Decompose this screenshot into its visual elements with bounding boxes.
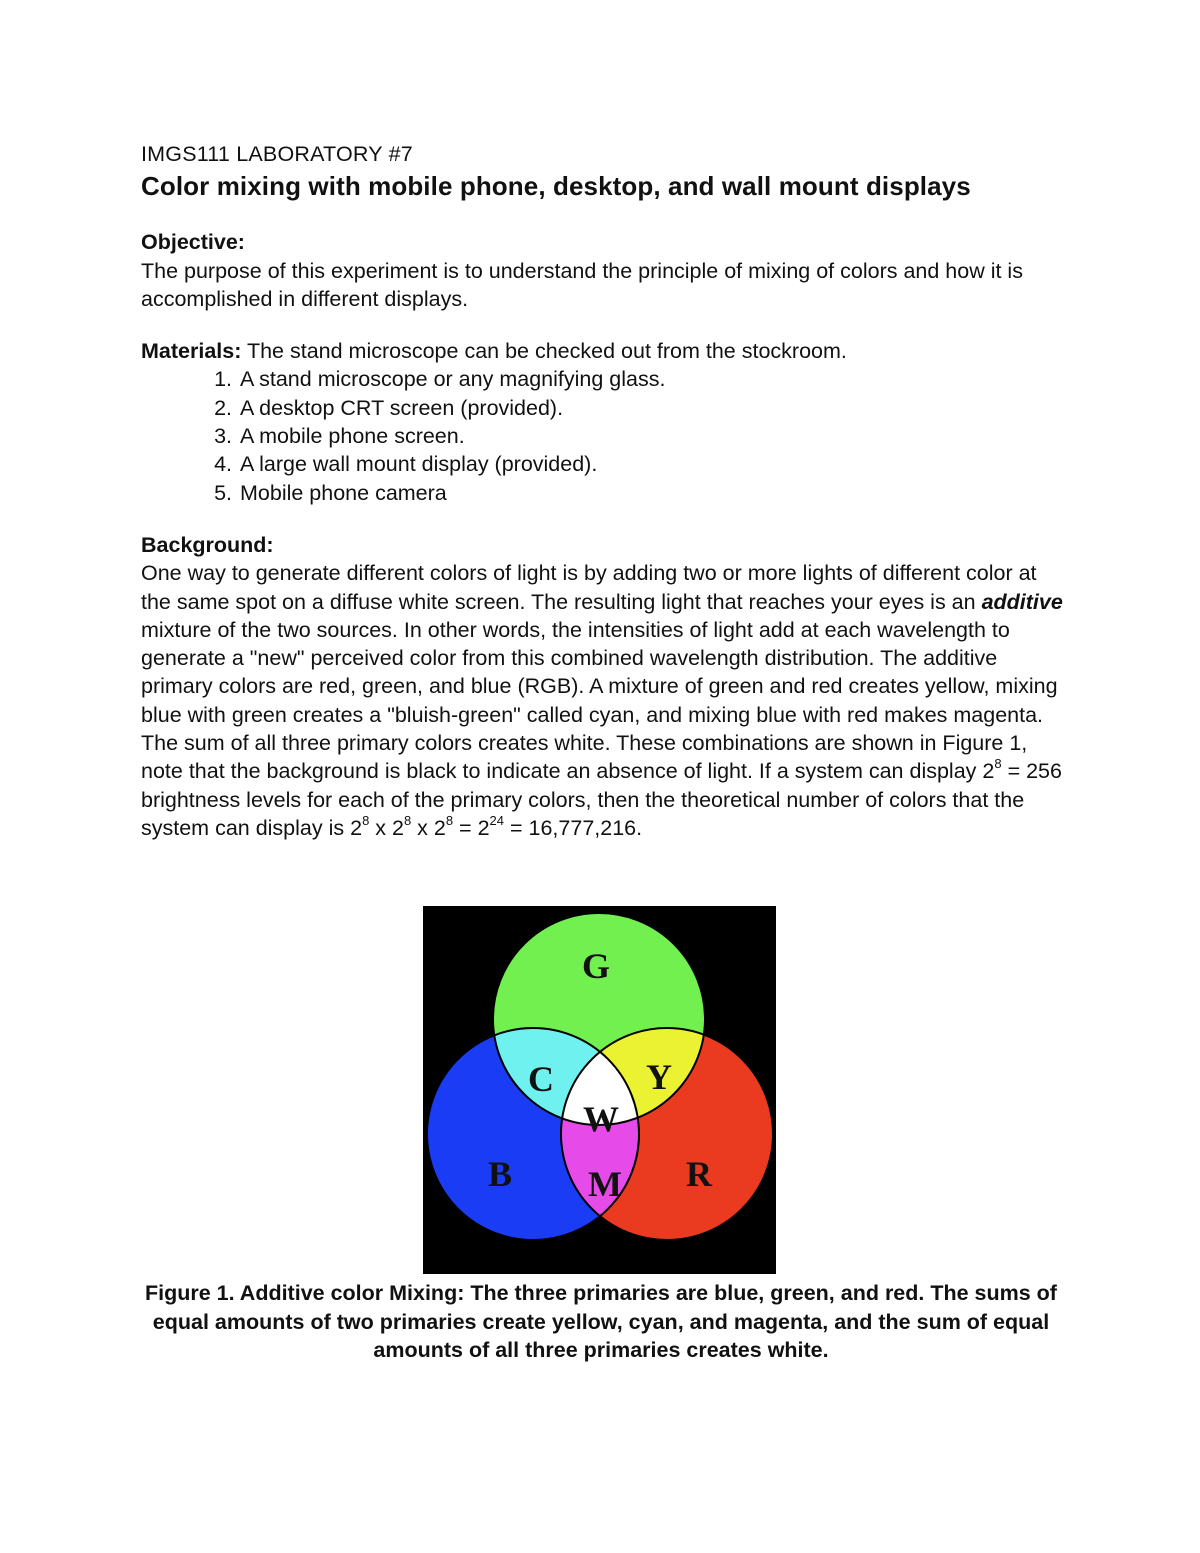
- exponent: 8: [994, 756, 1002, 772]
- exponent: 8: [403, 812, 412, 828]
- materials-intro: [141, 337, 1071, 365]
- list-item: 2. A desktop CRT screen (provided).: [238, 394, 1071, 422]
- figure-caption: Figure 1. Additive color Mixing: The three primaries are blue, green, and red. The sums of equal amounts of two primaries create yellow, cyan, and magenta, and the sum of equal amounts of all three primaries creates white.: [145, 1281, 1057, 1362]
- background-text-part: x 2: [411, 815, 446, 840]
- objective-heading: Objective:: [141, 230, 245, 255]
- background-text-part: = 16,777,216.: [504, 815, 643, 840]
- objective-section: [141, 228, 1071, 313]
- list-item: 1. A stand microscope or any magnifying glass.: [238, 365, 1071, 393]
- materials-intro-text: The stand microscope can be checked out from the stockroom.: [241, 339, 847, 364]
- list-item: 5. Mobile phone camera: [238, 479, 1071, 507]
- background-text-part: One way to generate different colors of light is by adding two or more lights of different color at the same spot on a diffuse white screen. The resulting light that reaches your eyes is an: [141, 561, 1037, 614]
- background-section: [141, 531, 1071, 842]
- label-yellow: Y: [646, 1057, 672, 1097]
- label-green: G: [581, 946, 611, 986]
- background-text-part: mixture of the two sources. In other words, the intensities of light add at each wavelength to generate a "new" perceived color from this combined wavelength distribution. The additive primary colors are red, green, and blue (RGB). A mixture of green and red creates yellow, mixing blue with green creates a "bluish-green" called cyan, and mixing blue with red makes magenta. The sum of all three primary colors creates white. These combinations are shown in Figure 1, note that the background is black to indicate an absence of light. If a system can display 2: [141, 617, 1058, 784]
- label-magenta: M: [588, 1164, 622, 1204]
- exponent: 8: [362, 812, 370, 828]
- materials-section: [141, 337, 1071, 507]
- list-item: 3. A mobile phone screen.: [238, 422, 1071, 450]
- background-text-part: x 2: [369, 815, 404, 840]
- course-label: IMGS111 LABORATORY #7: [141, 142, 413, 166]
- background-text-part: = 2: [453, 815, 490, 840]
- background-heading: Background:: [141, 532, 274, 557]
- exponent: 8: [445, 812, 454, 828]
- objective-text: The purpose of this experiment is to understand the principle of mixing of colors and how it is accomplished in different displays.: [141, 258, 1023, 311]
- materials-list: [141, 365, 1071, 506]
- emphasis-additive: additive: [981, 589, 1063, 614]
- additive-color-figure: [423, 906, 776, 1274]
- page-title: Color mixing with mobile phone, desktop, and wall mount displays: [141, 171, 971, 202]
- list-item: 4. A large wall mount display (provided).: [238, 450, 1071, 478]
- materials-heading: Materials:: [141, 339, 242, 364]
- label-red: R: [686, 1154, 712, 1194]
- background-text: [141, 559, 1071, 842]
- label-cyan: C: [528, 1059, 554, 1099]
- background-text-part: = 256 brightness levels for each of the primary colors, then the theoretical number of colors that the system can display is 2: [141, 759, 1062, 840]
- document-body: [141, 140, 1071, 842]
- color-venn-diagram: [423, 906, 776, 1274]
- label-white: W: [583, 1099, 619, 1139]
- exponent: 24: [489, 812, 505, 828]
- label-blue: B: [487, 1154, 513, 1194]
